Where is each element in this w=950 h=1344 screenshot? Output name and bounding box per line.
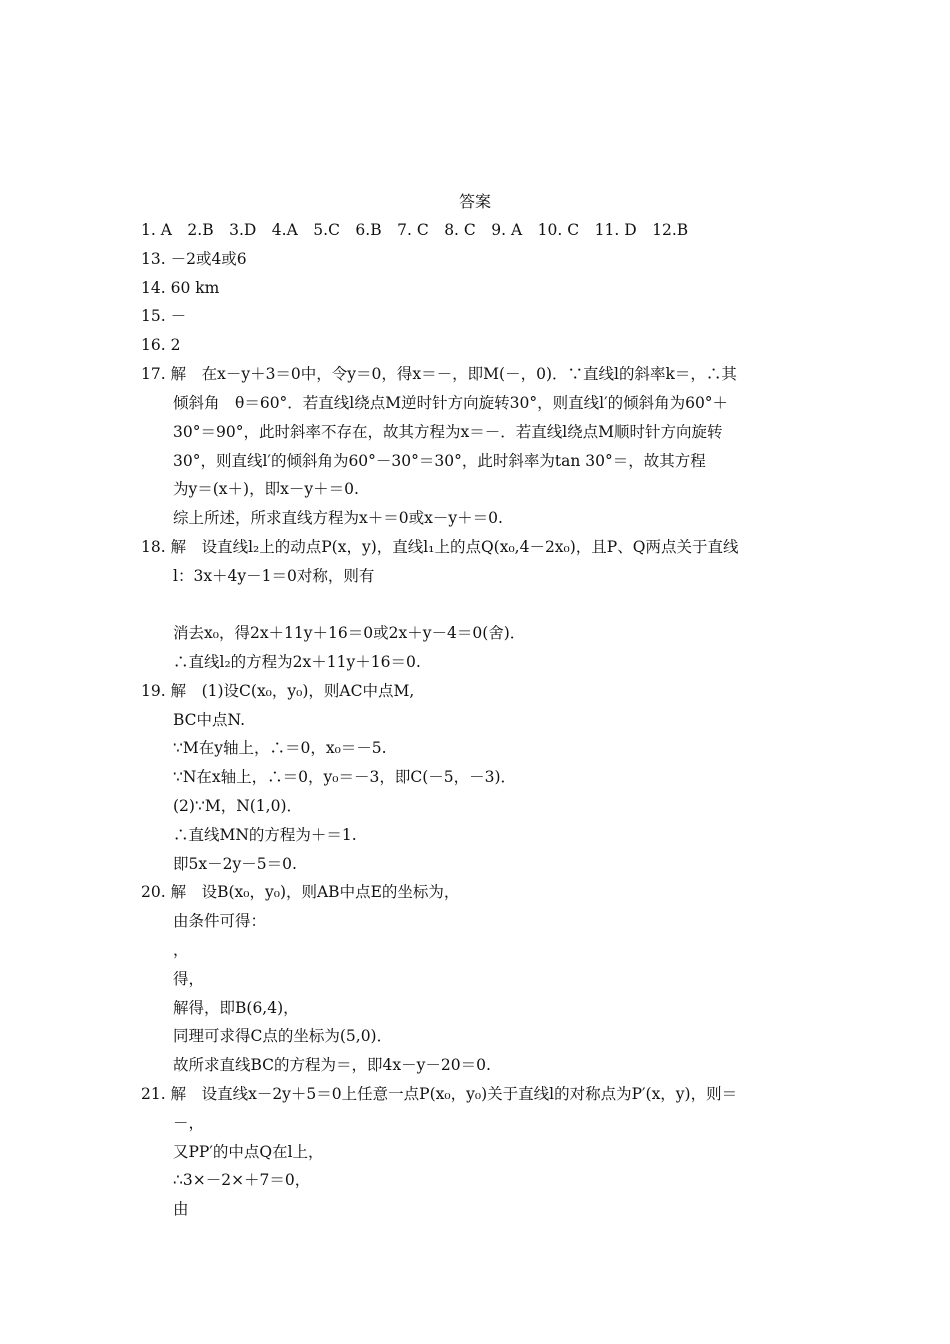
text-line: ∴直线l₂的方程为2x＋11y＋16＝0. bbox=[173, 653, 421, 671]
text-line: 15. － bbox=[141, 307, 187, 325]
text-line: 由条件可得： bbox=[173, 912, 267, 930]
text-line: 同理可求得C点的坐标为(5,0)． bbox=[173, 1027, 393, 1045]
text-line: 故所求直线BC的方程为＝，即4x－y－20＝0. bbox=[173, 1056, 491, 1074]
text-line: 17. 解 在x－y＋3＝0中，令y＝0，得x＝－，即M(－，0)．∵直线l的斜率k＝，∴其 bbox=[141, 365, 737, 383]
text-line: 由 bbox=[173, 1200, 189, 1218]
text-line: 得， bbox=[173, 970, 205, 988]
text-line: ∵N在x轴上，∴＝0，y₀＝－3，即C(－5，－3)． bbox=[173, 768, 517, 786]
text-line: (2)∵M，N(1,0)． bbox=[173, 797, 302, 815]
text-line: 又PP′的中点Q在l上， bbox=[173, 1143, 324, 1161]
text-line: 20. 解 设B(x₀，y₀)，则AB中点E的坐标为， bbox=[141, 883, 460, 901]
text-line: 倾斜角 θ＝60°．若直线l绕点M逆时针方向旋转30°，则直线l′的倾斜角为60°＋ bbox=[173, 394, 729, 412]
text-line: 30°，则直线l′的倾斜角为60°－30°＝30°，此时斜率为tan 30°＝，故其方程 bbox=[173, 452, 706, 470]
page-title: 答案 bbox=[458, 192, 491, 211]
text-line: 13. －2或4或6 bbox=[141, 250, 247, 268]
text-line: ∴直线MN的方程为＋＝1. bbox=[173, 826, 357, 844]
text-line: 1. A 2.B 3.D 4.A 5.C 6.B 7. C 8. C 9. A 10. C 11. D 12.B bbox=[141, 221, 689, 239]
text-line: 消去x₀，得2x＋11y＋16＝0或2x＋y－4＝0(舍)． bbox=[173, 624, 526, 642]
text-line: ∴3×－2×＋7＝0， bbox=[173, 1171, 311, 1189]
text-line: ， bbox=[173, 941, 189, 959]
text-line: 为y＝(x＋)，即x－y＋＝0. bbox=[173, 480, 359, 498]
text-line: 综上所述，所求直线方程为x＋＝0或x－y＋＝0. bbox=[173, 509, 503, 527]
text-line: 30°＝90°，此时斜率不存在，故其方程为x＝－．若直线l绕点M顺时针方向旋转 bbox=[173, 423, 723, 441]
text-line: 21. 解 设直线x－2y＋5＝0上任意一点P(x₀，y₀)关于直线l的对称点为P′(x，y)，则＝ bbox=[141, 1085, 738, 1103]
text-line: BC中点N. bbox=[173, 711, 246, 729]
text-line: 即5x－2y－5＝0. bbox=[173, 855, 297, 873]
text-line: 18. 解 设直线l₂上的动点P(x，y)，直线l₁上的点Q(x₀,4－2x₀)，且P、Q两点关于直线 bbox=[141, 538, 739, 556]
text-line: ∵M在y轴上，∴＝0，x₀＝－5. bbox=[173, 739, 387, 757]
text-line: 14. 60 km bbox=[141, 279, 220, 297]
text-line: －， bbox=[173, 1114, 205, 1132]
text-line: 16. 2 bbox=[141, 336, 181, 354]
text-line: 解得，即B(6,4)， bbox=[173, 999, 299, 1017]
text-line: 19. 解 (1)设C(x₀，y₀)，则AC中点M, bbox=[141, 682, 415, 700]
text-line: l：3x＋4y－1＝0对称，则有 bbox=[173, 567, 375, 585]
